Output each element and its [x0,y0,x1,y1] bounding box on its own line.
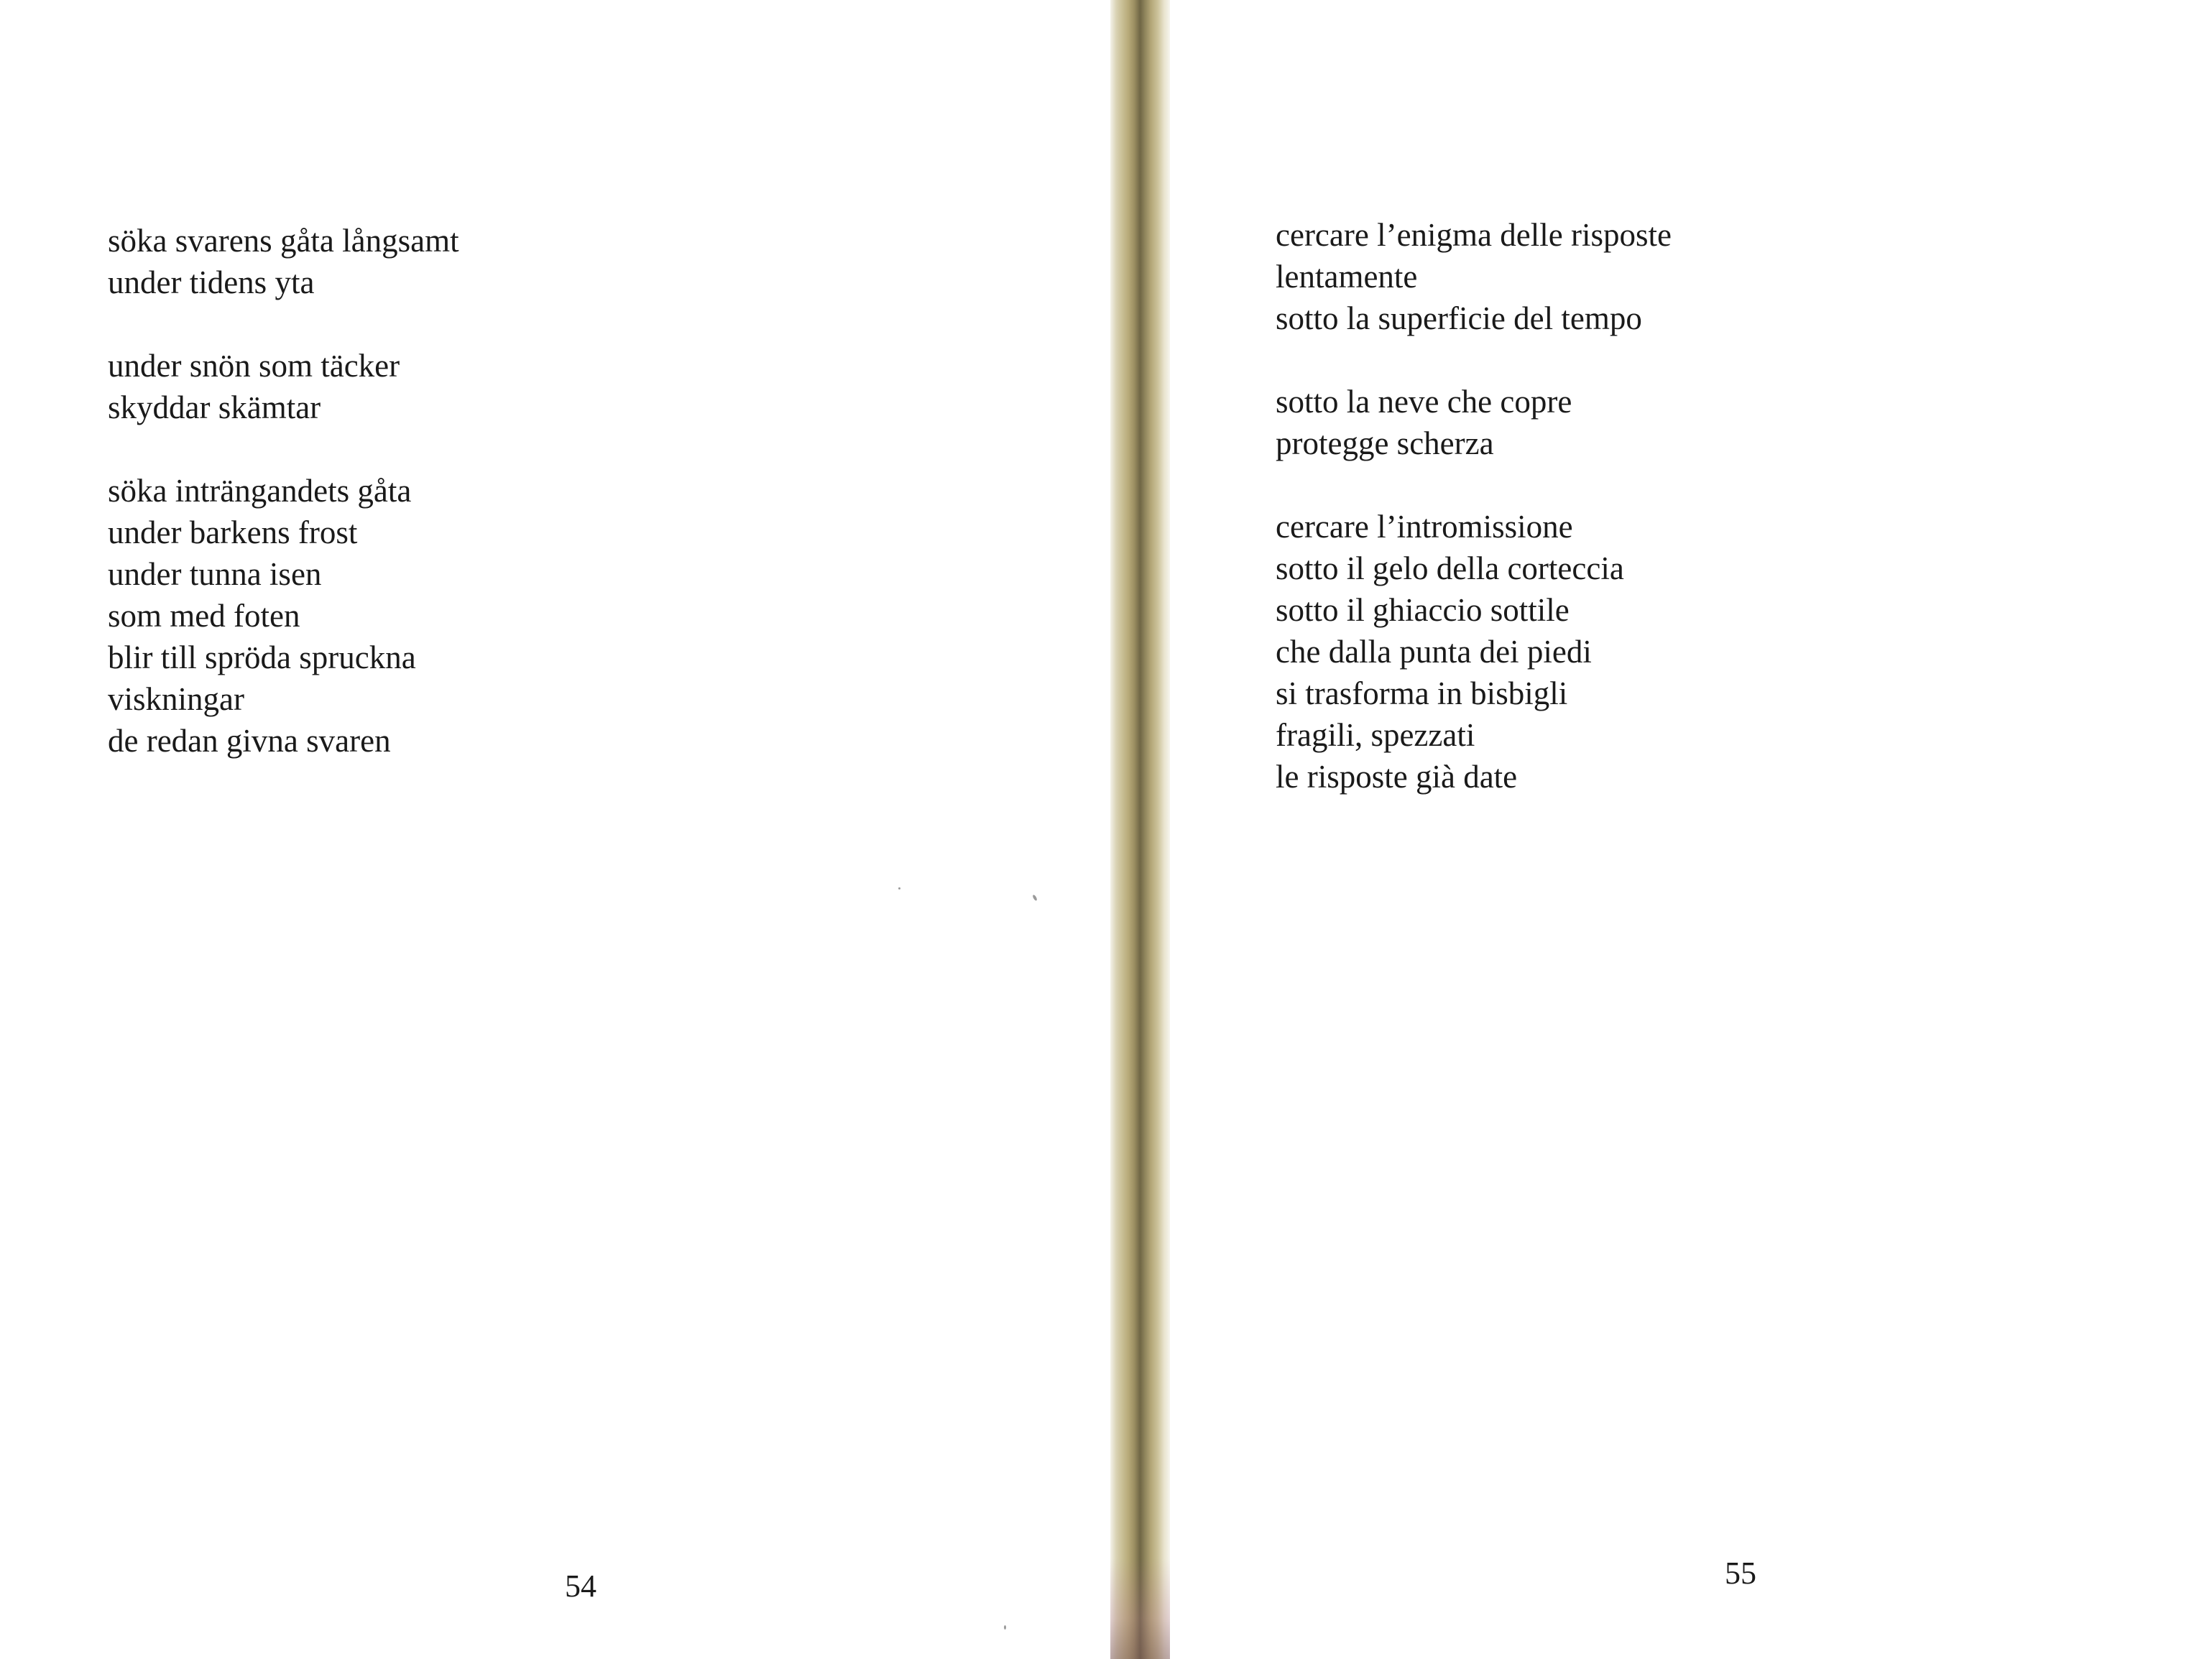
gutter-tint [1110,1558,1170,1659]
stanza-break [1276,339,1672,381]
scan-speck [1004,1625,1006,1630]
poem-line: sotto il ghiaccio sottile [1276,592,1570,628]
stanza-break [108,428,459,470]
italian-poem [1276,214,1672,798]
poem-line: söka svarens gåta långsamt [108,223,459,259]
poem-line: sotto la neve che copre [1276,384,1572,420]
book-gutter [1110,0,1170,1659]
poem-line: som med foten [108,598,300,634]
poem-line: fragili, spezzati [1276,717,1475,753]
poem-line: che dalla punta dei piedi [1276,634,1592,670]
poem-line: lentamente [1276,259,1418,295]
poem-line: viskningar [108,681,244,717]
poem-line: cercare l’enigma delle risposte [1276,217,1672,253]
poem-line: under barkens frost [108,514,358,550]
poem-line: le risposte già date [1276,759,1518,795]
poem-line: sotto la superficie del tempo [1276,300,1642,336]
scan-speck [1032,895,1038,902]
poem-line: de redan givna svaren [108,723,391,759]
stanza-break [108,303,459,345]
swedish-poem [108,220,459,762]
poem-line: blir till spröda spruckna [108,639,416,675]
page-number-right: 55 [1725,1556,1756,1591]
poem-line: si trasforma in bisbigli [1276,675,1568,711]
poem-line: under tidens yta [108,264,315,300]
poem-line: söka inträngandets gåta [108,473,412,509]
stanza-break [1276,464,1672,506]
poem-line: cercare l’intromissione [1276,509,1573,545]
poem-line: under snön som täcker [108,348,400,384]
poem-line: sotto il gelo della corteccia [1276,550,1624,586]
page-number-left: 54 [565,1568,596,1604]
poem-line: skyddar skämtar [108,389,321,425]
scan-speck [898,887,900,889]
poem-line: protegge scherza [1276,425,1494,461]
poem-line: under tunna isen [108,556,322,592]
